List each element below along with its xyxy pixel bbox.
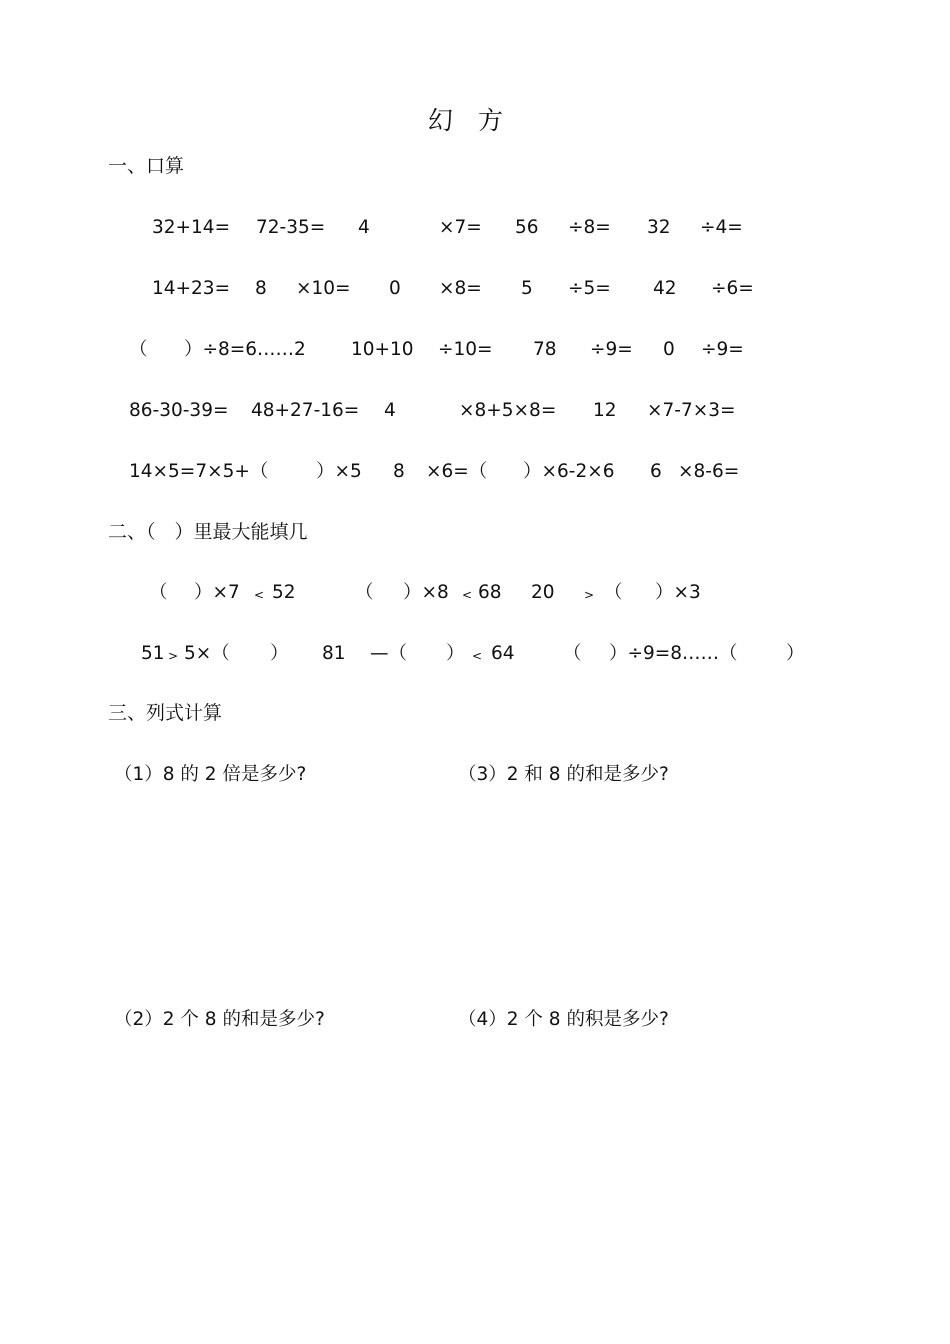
- problem-item: ）×8: [403, 582, 449, 603]
- problem-item: 5: [521, 278, 533, 299]
- problem-item: ×6=（: [426, 461, 488, 482]
- problem-item: 52: [272, 582, 296, 603]
- problem-item: ÷9=: [701, 339, 744, 360]
- problem-item: —（: [370, 643, 408, 664]
- problem-item: ÷8=: [568, 217, 611, 238]
- question-2: （2）2 个 8 的和是多少?: [114, 1009, 325, 1030]
- problem-item: 48+27-16=: [251, 400, 360, 421]
- problem-item: ）: [446, 643, 465, 664]
- problem-item: 14+23=: [152, 278, 231, 299]
- problem-item: ）÷9=8……（: [609, 643, 738, 664]
- problem-item: （: [149, 582, 168, 603]
- problem-item: ×7=: [439, 217, 482, 238]
- problem-item: ÷10=: [438, 339, 493, 360]
- section-heading-oral-calc: 一、口算: [108, 155, 185, 177]
- problem-item: ×10=: [296, 278, 351, 299]
- problem-item: ）÷8=6……2: [184, 339, 306, 360]
- problem-item: 78: [533, 339, 557, 360]
- problem-item: （: [355, 582, 374, 603]
- question-1: （1）8 的 2 倍是多少?: [114, 764, 307, 785]
- problem-item: 4: [358, 217, 370, 238]
- problem-item: 86-30-39=: [129, 400, 229, 421]
- problem-item: 6: [650, 461, 662, 482]
- problem-item: 32+14=: [152, 217, 231, 238]
- less-than-sign: <: [462, 588, 473, 602]
- problem-item: ）: [270, 643, 289, 664]
- problem-item: 14×5=7×5+（: [129, 461, 269, 482]
- question-3: （3）2 和 8 的和是多少?: [458, 764, 669, 785]
- problem-item: 56: [515, 217, 539, 238]
- problem-item: ÷9=: [590, 339, 633, 360]
- problem-item: 8: [255, 278, 267, 299]
- problem-item: 0: [663, 339, 675, 360]
- problem-item: 64: [491, 643, 515, 664]
- problem-item: 32: [647, 217, 671, 238]
- question-4: （4）2 个 8 的积是多少?: [458, 1009, 669, 1030]
- problem-item: ÷5=: [568, 278, 611, 299]
- problem-item: 51: [141, 643, 165, 664]
- problem-item: 42: [653, 278, 677, 299]
- problem-item: ×8+5×8=: [459, 400, 557, 421]
- problem-item: 10+10: [351, 339, 414, 360]
- problem-item: 20: [531, 582, 555, 603]
- problem-item: 0: [389, 278, 401, 299]
- problem-item: 8: [393, 461, 405, 482]
- problem-item: 12: [593, 400, 617, 421]
- less-than-sign: <: [472, 649, 483, 663]
- problem-item: （: [129, 339, 148, 360]
- problem-item: ×8=: [439, 278, 482, 299]
- problem-item: 81: [322, 643, 346, 664]
- problem-item: ÷4=: [700, 217, 743, 238]
- problem-item: （: [563, 643, 582, 664]
- problem-item: ×7-7×3=: [647, 400, 736, 421]
- problem-item: ）: [786, 643, 805, 664]
- problem-item: ）×5: [316, 461, 362, 482]
- less-than-sign: <: [254, 588, 265, 602]
- problem-item: 68: [478, 582, 502, 603]
- problem-item: ）×3: [655, 582, 701, 603]
- problem-item: （: [604, 582, 623, 603]
- problem-item: 4: [384, 400, 396, 421]
- section-heading-word-problems: 三、列式计算: [108, 702, 223, 724]
- problem-item: 72-35=: [256, 217, 326, 238]
- greater-than-sign: >: [584, 588, 595, 602]
- greater-than-sign: >: [168, 649, 179, 663]
- problem-item: 5×（: [184, 643, 230, 664]
- problem-item: ）×7: [194, 582, 240, 603]
- problem-item: ×8-6=: [678, 461, 740, 482]
- page-title: 幻 方: [428, 106, 504, 135]
- section-heading-max-fill: 二、（ ）里最大能填几: [108, 521, 308, 543]
- problem-item: ）×6-2×6: [523, 461, 615, 482]
- problem-item: ÷6=: [711, 278, 754, 299]
